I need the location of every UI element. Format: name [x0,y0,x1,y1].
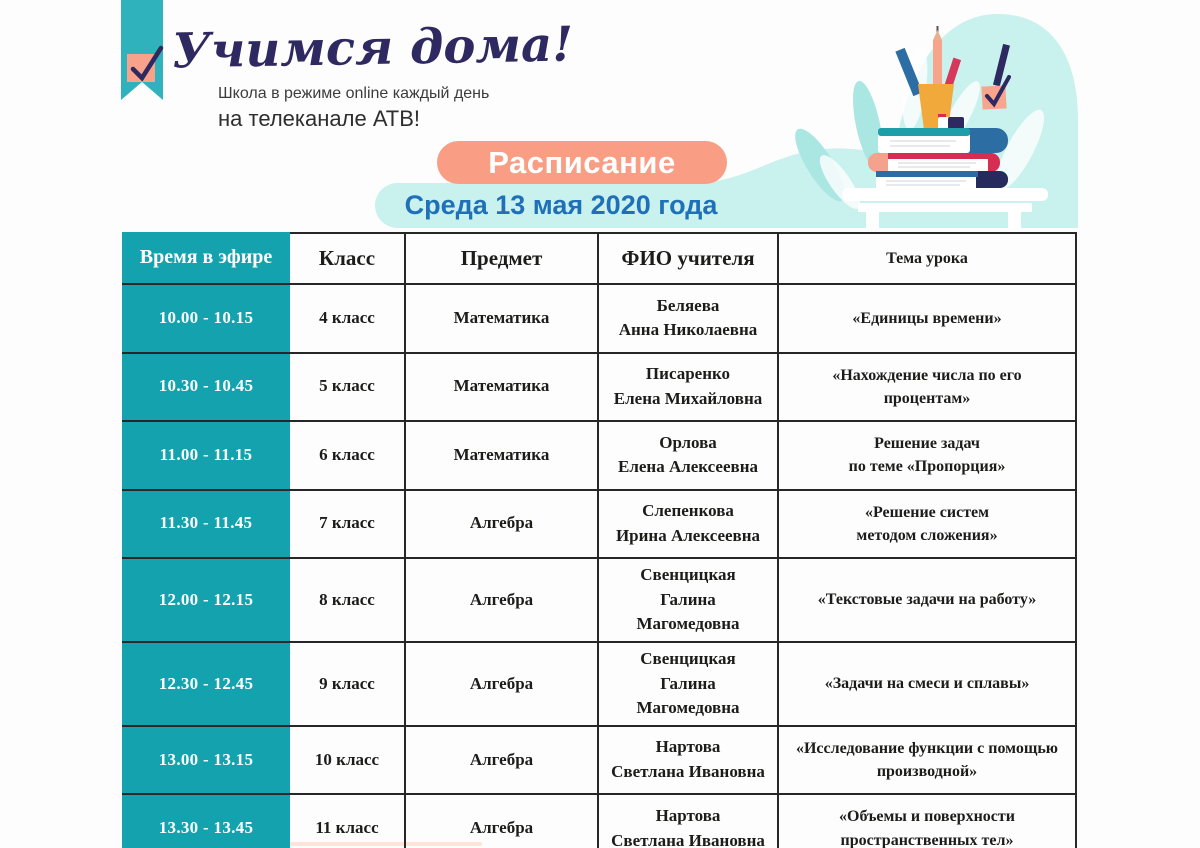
cell-grade: 4 класс [290,285,404,354]
date-band: Среда 13 мая 2020 года [375,183,747,228]
cell-topic: «Решение систем методом сложения» [777,491,1077,560]
cell-topic: «Текстовые задачи на работу» [777,559,1077,643]
cell-topic: Решение задач по теме «Пропорция» [777,422,1077,491]
cell-grade: 10 класс [290,727,404,796]
cell-subject: Алгебра [404,491,597,560]
cell-teacher: Нартова Светлана Ивановна [597,795,777,848]
checkmark-icon [123,42,167,88]
cell-grade: 6 класс [290,422,404,491]
cell-subject: Математика [404,285,597,354]
cell-topic: «Исследование функции с помощью производной» [777,727,1077,796]
channel-line: на телеканале АТВ! [218,106,420,131]
cell-grade: 11 класс [290,795,404,848]
cell-topic: «Нахождение числа по его процентам» [777,354,1077,423]
cell-time: 12.00 - 12.15 [122,559,290,643]
cell-grade: 8 класс [290,559,404,643]
table-row [122,559,1077,643]
cell-time: 13.00 - 13.15 [122,727,290,796]
table-row [122,285,1077,354]
schedule-table [122,232,1077,848]
cell-subject: Алгебра [404,643,597,727]
cell-subject: Алгебра [404,727,597,796]
cell-time: 10.30 - 10.45 [122,354,290,423]
cell-topic: «Объемы и поверхности пространственных тел» [777,795,1077,848]
cell-teacher: Нартова Светлана Ивановна [597,727,777,796]
cell-grade: 5 класс [290,354,404,423]
page-subtitle: Школа в режиме online каждый день [218,85,490,102]
column-header-topic: Тема урока [777,232,1077,285]
page-title: Учимся дома! [171,16,574,80]
cell-time: 13.30 - 13.45 [122,795,290,848]
cell-teacher: Свенцицкая Галина Магомедовна [597,559,777,643]
table-row [122,354,1077,423]
cell-subject: Математика [404,422,597,491]
cell-subject: Математика [404,354,597,423]
cell-time: 11.00 - 11.15 [122,422,290,491]
cell-grade: 7 класс [290,491,404,560]
cell-teacher: Свенцицкая Галина Магомедовна [597,643,777,727]
table-row [122,795,1077,848]
cell-grade: 9 класс [290,643,404,727]
table-row [122,491,1077,560]
cell-time: 10.00 - 10.15 [122,285,290,354]
column-header-teacher: ФИО учителя [597,232,777,285]
table-header-row [122,232,1077,285]
cell-topic: «Единицы времени» [777,285,1077,354]
cell-subject: Алгебра [404,559,597,643]
table-row [122,643,1077,727]
cell-subject: Алгебра [404,795,597,848]
table-row [122,727,1077,796]
cell-time: 12.30 - 12.45 [122,643,290,727]
cell-teacher: Орлова Елена Алексеевна [597,422,777,491]
schedule-badge: Расписание [437,141,727,184]
table-row [122,422,1077,491]
cell-topic: «Задачи на смеси и сплавы» [777,643,1077,727]
desk-illustration [690,0,1090,232]
cell-time: 11.30 - 11.45 [122,491,290,560]
column-header-time: Время в эфире [122,232,290,285]
cell-teacher: Писаренко Елена Михайловна [597,354,777,423]
cell-teacher: Беляева Анна Николаевна [597,285,777,354]
column-header-grade: Класс [290,232,404,285]
cell-teacher: Слепенкова Ирина Алексеевна [597,491,777,560]
column-header-subject: Предмет [404,232,597,285]
